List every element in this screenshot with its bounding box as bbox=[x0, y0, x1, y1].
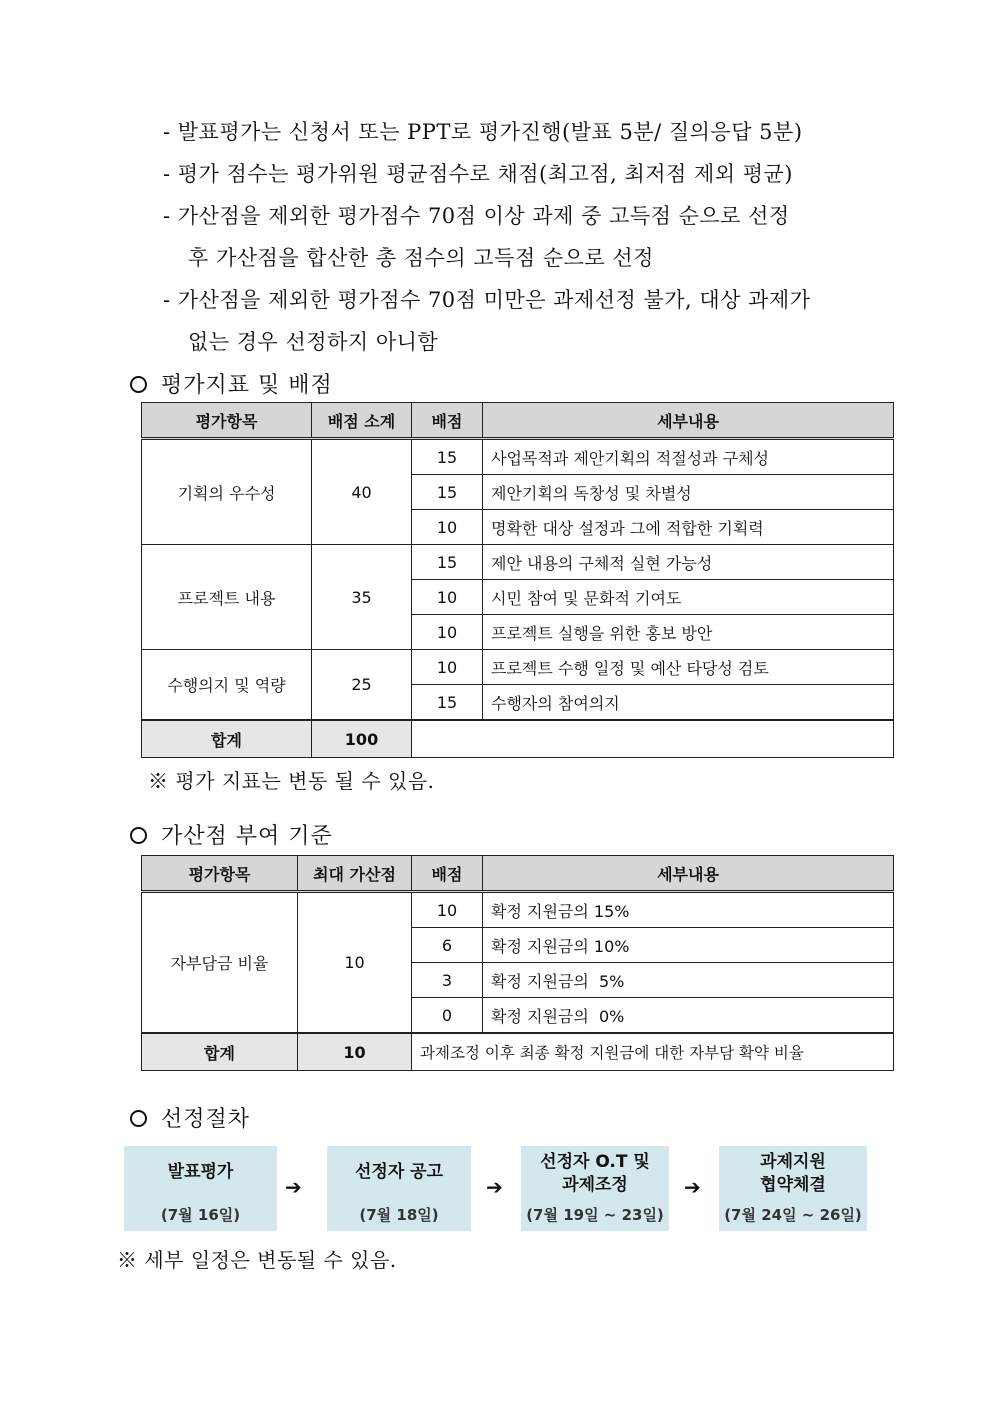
section-title-procedure bbox=[130, 1102, 250, 1133]
section-title-evaluation bbox=[130, 368, 333, 399]
table-row bbox=[142, 650, 894, 685]
section-title-text: 가산점 부여 기준 bbox=[161, 824, 333, 849]
detail-cell: 확정 지원금의 15% bbox=[483, 892, 894, 928]
circle-bullet-icon bbox=[130, 1110, 147, 1127]
score-cell: 15 bbox=[412, 685, 483, 721]
section-title-bonus bbox=[130, 819, 333, 850]
step-name-line2: 과제조정 bbox=[562, 1175, 628, 1195]
total-row bbox=[142, 1033, 894, 1071]
score-cell: 15 bbox=[412, 475, 483, 510]
step-name-line2: 협약체결 bbox=[760, 1175, 826, 1195]
bullet-line-2: - 평가 점수는 평가위원 평균점수로 채점(최고점, 최저점 제외 평균) bbox=[163, 162, 793, 186]
total-value: 100 bbox=[312, 720, 412, 758]
step-agreement bbox=[719, 1146, 867, 1231]
header-detail: 세부내용 bbox=[483, 403, 894, 439]
total-detail: 과제조정 이후 최종 확정 지원금에 대한 자부담 확약 비율 bbox=[412, 1033, 894, 1071]
bullet-line-4-cont: 없는 경우 선정하지 아니함 bbox=[188, 330, 439, 354]
item-cell: 프로젝트 내용 bbox=[142, 545, 312, 650]
total-empty bbox=[412, 720, 894, 758]
max-cell: 10 bbox=[298, 892, 412, 1034]
arrow-icon: ➔ bbox=[486, 1175, 503, 1199]
subtotal-cell: 35 bbox=[312, 545, 412, 650]
score-cell: 0 bbox=[412, 998, 483, 1034]
step-date: (7월 24일 ~ 26일) bbox=[724, 1206, 862, 1224]
detail-cell: 시민 참여 및 문화적 기여도 bbox=[483, 580, 894, 615]
circle-bullet-icon bbox=[130, 827, 147, 844]
step-date: (7월 16일) bbox=[160, 1206, 241, 1224]
score-cell: 6 bbox=[412, 928, 483, 963]
bullet-line-3-cont: 후 가산점을 합산한 총 점수의 고득점 순으로 선정 bbox=[188, 246, 654, 270]
bullet-line-4: - 가산점을 제외한 평가점수 70점 미만은 과제선정 불가, 대상 과제가 bbox=[163, 288, 811, 312]
step-announcement bbox=[327, 1146, 471, 1231]
step-name-line1: 과제지원 bbox=[760, 1152, 826, 1172]
detail-cell: 확정 지원금의 10% bbox=[483, 928, 894, 963]
evaluation-note: ※ 평가 지표는 변동 될 수 있음. bbox=[148, 769, 435, 793]
header-item: 평가항목 bbox=[142, 856, 298, 892]
step-name-line1: 선정자 O.T 및 bbox=[540, 1152, 650, 1172]
arrow-icon: ➔ bbox=[285, 1175, 302, 1199]
table-row bbox=[142, 439, 894, 475]
item-cell: 자부담금 비율 bbox=[142, 892, 298, 1034]
score-cell: 15 bbox=[412, 545, 483, 580]
arrow-icon: ➔ bbox=[684, 1175, 701, 1199]
item-cell: 기획의 우수성 bbox=[142, 439, 312, 545]
score-cell: 10 bbox=[412, 892, 483, 928]
score-cell: 10 bbox=[412, 510, 483, 545]
score-cell: 3 bbox=[412, 963, 483, 998]
header-subtotal: 배점 소계 bbox=[312, 403, 412, 439]
section-title-text: 평가지표 및 배점 bbox=[161, 373, 333, 398]
detail-cell: 프로젝트 수행 일정 및 예산 타당성 검토 bbox=[483, 650, 894, 685]
total-row bbox=[142, 720, 894, 758]
evaluation-table bbox=[141, 402, 894, 758]
detail-cell: 사업목적과 제안기획의 적절성과 구체성 bbox=[483, 439, 894, 475]
detail-cell: 제안 내용의 구체적 실현 가능성 bbox=[483, 545, 894, 580]
procedure-note: ※ 세부 일정은 변동될 수 있음. bbox=[117, 1248, 397, 1272]
step-date: (7월 19일 ~ 23일) bbox=[526, 1206, 664, 1224]
item-cell: 수행의지 및 역량 bbox=[142, 650, 312, 721]
header-max: 최대 가산점 bbox=[298, 856, 412, 892]
header-item: 평가항목 bbox=[142, 403, 312, 439]
score-cell: 15 bbox=[412, 439, 483, 475]
total-label: 합계 bbox=[142, 720, 312, 758]
detail-cell: 제안기획의 독창성 및 차별성 bbox=[483, 475, 894, 510]
total-value: 10 bbox=[298, 1033, 412, 1071]
section-title-text: 선정절차 bbox=[161, 1107, 251, 1132]
bonus-table bbox=[141, 855, 894, 1071]
detail-cell: 확정 지원금의 5% bbox=[483, 963, 894, 998]
table-row bbox=[142, 892, 894, 928]
score-cell: 10 bbox=[412, 615, 483, 650]
step-orientation bbox=[521, 1146, 669, 1231]
step-date: (7월 18일) bbox=[359, 1206, 439, 1224]
bullet-line-1: - 발표평가는 신청서 또는 PPT로 평가진행(발표 5분/ 질의응답 5분) bbox=[163, 120, 803, 144]
score-cell: 10 bbox=[412, 580, 483, 615]
step-name: 선정자 공고 bbox=[354, 1162, 444, 1182]
header-score: 배점 bbox=[412, 856, 483, 892]
circle-bullet-icon bbox=[130, 376, 147, 393]
step-presentation bbox=[124, 1146, 277, 1231]
detail-cell: 확정 지원금의 0% bbox=[483, 998, 894, 1034]
header-detail: 세부내용 bbox=[483, 856, 894, 892]
detail-cell: 수행자의 참여의지 bbox=[483, 685, 894, 721]
total-label: 합계 bbox=[142, 1033, 298, 1071]
score-cell: 10 bbox=[412, 650, 483, 685]
table-row bbox=[142, 545, 894, 580]
subtotal-cell: 25 bbox=[312, 650, 412, 721]
subtotal-cell: 40 bbox=[312, 439, 412, 545]
detail-cell: 명확한 대상 설정과 그에 적합한 기획력 bbox=[483, 510, 894, 545]
header-score: 배점 bbox=[412, 403, 483, 439]
step-name: 발표평가 bbox=[167, 1162, 234, 1182]
bullet-line-3: - 가산점을 제외한 평가점수 70점 이상 과제 중 고득점 순으로 선정 bbox=[163, 204, 790, 228]
detail-cell: 프로젝트 실행을 위한 홍보 방안 bbox=[483, 615, 894, 650]
